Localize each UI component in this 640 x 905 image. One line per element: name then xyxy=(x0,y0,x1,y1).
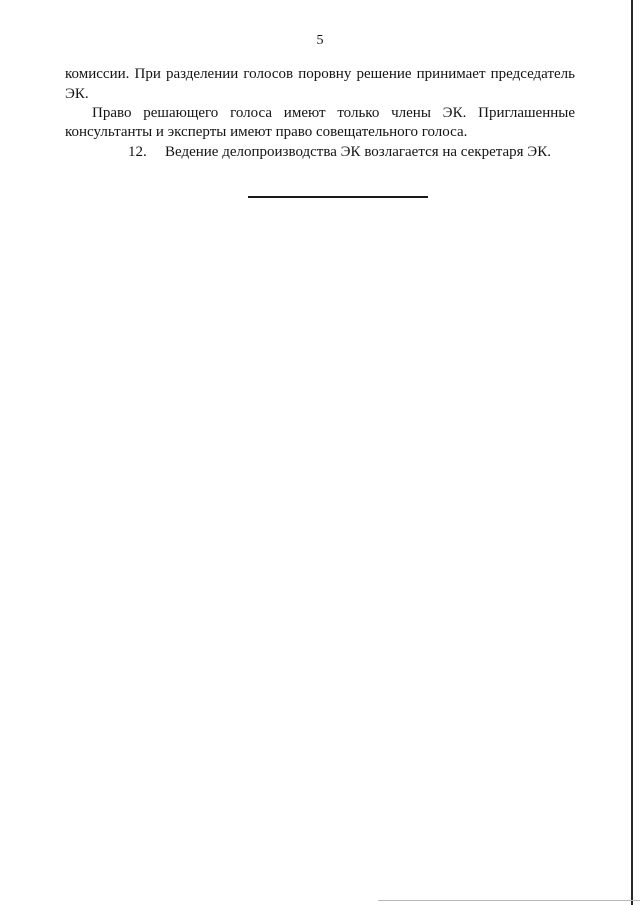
scan-edge-right xyxy=(631,0,633,905)
item-12-text: Ведение делопроизводства ЭК возлагается на секретаря ЭК. xyxy=(165,144,551,160)
page-number: 5 xyxy=(316,33,324,48)
paragraph-continued-line-1: комиссии. При разделении голосов поровну решение принимает председатель xyxy=(65,66,575,82)
paragraph-continued-line-2: ЭК. xyxy=(65,86,89,102)
paragraph-voting-line-2: консультанты и эксперты имеют право совещательного голоса. xyxy=(65,124,468,140)
paragraph-voting-line-1: Право решающего голоса имеют только члены ЭК. Приглашенные xyxy=(92,105,575,121)
item-12-number: 12. xyxy=(128,144,147,160)
scan-edge-bottom xyxy=(378,900,640,901)
end-of-document-rule xyxy=(248,196,428,198)
